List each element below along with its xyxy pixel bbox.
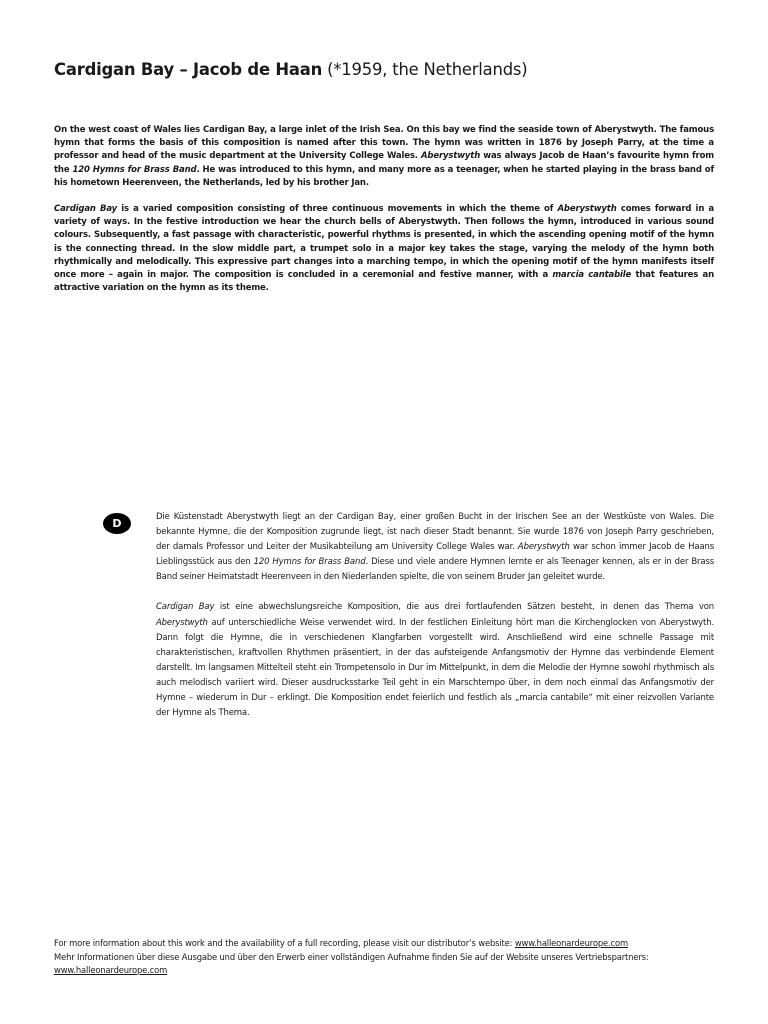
- german-paragraph-1: [156, 510, 714, 585]
- italic-title: Aberystwyth: [517, 542, 570, 553]
- paragraph-gap: [54, 190, 714, 203]
- italic-title: Cardigan Bay: [54, 204, 118, 215]
- english-paragraph-1: [54, 124, 714, 190]
- text-span: On the west coast of Wales lies Cardigan Bay, a large inlet of the Irish Sea. On this bay we find the seaside town of Aberystwyth. The famous hymn that forms the basis of this composition is named after this town. The hymn was written in 1876 by Joseph Parry, at the time a professor and head of the music department at the University College Wales.: [54, 125, 714, 162]
- english-paragraph-2: [54, 203, 714, 295]
- text-span: was always Jacob de Haan’s favourite hymn from the: [54, 151, 714, 175]
- footer-english-line: [54, 937, 724, 951]
- distributor-link[interactable]: www.halleonardeurope.com: [514, 938, 628, 948]
- footer-german-line: [54, 951, 724, 978]
- italic-title: Cardigan Bay: [156, 602, 215, 613]
- text-span: Die Küstenstadt Aberystwyth liegt an der Cardigan Bay, einer großen Bucht in der Irischen See an der Westküste von Wales. Die bekannte Hymne, die der Komposition zugrunde liegt, ist nach dieser Stadt benannt. Sie wurde 1876 von Joseph Parry geschrieben, der damals Professor und Leiter der Musikabteilung am University College Wales war.: [156, 512, 714, 553]
- german-paragraph-2: [156, 600, 714, 721]
- italic-title: Aberystwyth: [156, 617, 208, 628]
- text-span: comes forward in a variety of ways. In the festive introduction we hear the church bells of Aberystwyth. Then follows the hymn, introduced in various sound colours. Subsequently, a fast passage with characteristic, powerful rhythms is presented, in which the ascending opening motif of the hymn is the connecting thread. In the slow middle part, a trumpet solo in a major key takes the stage, varying the melody of the hymn both rhythmically and melodically. This expressive part changes into a marching tempo, in which the opening motif of the hymn manifests itself once more – again in major. The composition is concluded in a ceremonial and festive manner, with a: [54, 204, 715, 281]
- title-main: Cardigan Bay – Jacob de Haan: [54, 60, 323, 79]
- text-span: that features an attractive variation on the hymn as its theme.: [54, 270, 714, 294]
- italic-title: 120 Hymns for Brass Band: [72, 164, 197, 175]
- footer-note: [54, 937, 724, 978]
- page-title: [54, 60, 527, 79]
- title-meta: (*1959, the Netherlands): [327, 60, 528, 79]
- italic-title: 120 Hymns for Brass Band: [253, 557, 366, 568]
- text-span: ist eine abwechslungsreiche Komposition, die aus drei fortlaufenden Sätzen besteht, in denen das Thema von: [214, 602, 714, 613]
- german-language-badge: D: [103, 513, 131, 534]
- italic-title: Aberystwyth: [557, 204, 617, 215]
- text-span: is a varied composition consisting of three continuous movements in which the theme of: [117, 204, 558, 215]
- italic-title: Aberystwyth: [420, 151, 481, 162]
- text-span: . He was introduced to this hymn, and many more as a teenager, when he started playing in the brass band of his hometown Heerenveen, the Netherlands, led by his brother Jan.: [54, 164, 714, 188]
- text-span: war schon immer Jacob de Haans Lieblingsstück aus den: [156, 542, 714, 568]
- footer-text: For more information about this work and the availability of a full recording, please visit our distributor’s website:: [54, 938, 515, 948]
- german-section: [156, 510, 714, 721]
- italic-title: marcia cantabile: [552, 270, 632, 281]
- text-span: . Diese und viele andere Hymnen lernte er als Teenager kennen, als er in der Brass Band seiner Heimatstadt Heerenveen in den Niederlanden spielte, die von seinem Bruder Jan geleitet wurde.: [156, 557, 715, 583]
- footer-text: Mehr Informationen über diese Ausgabe und über den Erwerb einer vollständigen Aufnahme finden Sie auf der Website unseres Vertriebspartners:: [54, 951, 649, 962]
- paragraph-gap: [156, 585, 714, 600]
- english-section: [54, 124, 714, 295]
- distributor-link[interactable]: www.halleonardeurope.com: [54, 965, 168, 976]
- text-span: auf unterschiedliche Weise verwendet wird. In der festlichen Einleitung hört man die Kirchenglocken von Aberystwyth. Dann folgt die Hymne, die in verschiedenen Klangfarben vorgestellt wird. Anschließend wird eine schnelle Passage mit charakteristischen, kraftvollen Rhythmen präsentiert, in der das aufsteigende Anfangsmotiv der Hymne das verbindende Element darstellt. Im langsamen Mittelteil steht ein Trompetensolo in Dur im Mittelpunkt, in dem die Melodie der Hymne sowohl rhythmisch als auch melodisch variiert wird. Dieser ausdrucksstarke Teil geht in ein Marschtempo über, in dem noch einmal das Anfangsmotiv der Hymne – wiederum in Dur – erklingt. Die Komposition endet feierlich und festlich als „marcia cantabile“ mit einer reizvollen Variante der Hymne als Thema.: [156, 617, 714, 719]
